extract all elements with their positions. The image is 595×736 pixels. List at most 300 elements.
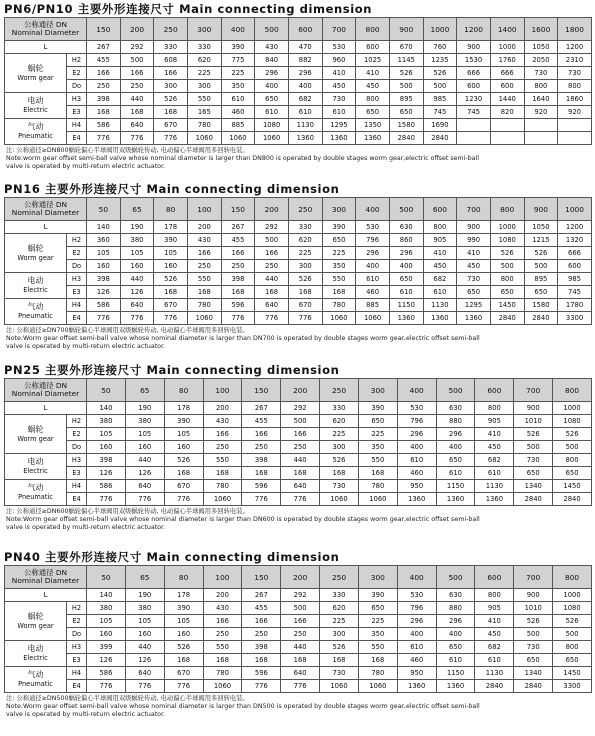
table-cell	[524, 119, 558, 132]
table-cell: 776	[281, 680, 320, 693]
table-cell: 500	[514, 628, 553, 641]
table-cell	[524, 132, 558, 145]
pneumatic-label-en: Pneumatic	[18, 132, 53, 140]
table-cell: 410	[475, 428, 514, 441]
row-code-e2: E2	[67, 615, 87, 628]
table-cell: 168	[322, 286, 356, 299]
section-title: PN25 主要外形连接尺寸 Main connecting dimension	[4, 363, 340, 377]
dimension-section	[4, 2, 591, 172]
table-cell: 526	[490, 247, 524, 260]
table-cell: 800	[356, 93, 390, 106]
nominal-diameter-en: Nominal Diameter	[11, 576, 80, 585]
table-cell: 1215	[524, 234, 558, 247]
table-cell: 168	[255, 286, 289, 299]
table-cell: 500	[281, 602, 320, 615]
row-group-electric	[5, 273, 67, 299]
row-label-L: L	[5, 402, 87, 415]
table-cell: 550	[187, 93, 221, 106]
table-cell: 1000	[553, 402, 592, 415]
pneumatic-label-en: Pneumatic	[18, 680, 53, 688]
table-cell: 160	[87, 441, 126, 454]
table-cell: 267	[87, 41, 121, 54]
dn-header-cell: 200	[281, 379, 320, 402]
dn-header-cell: 600	[475, 566, 514, 589]
table-cell: 650	[514, 654, 553, 667]
table-row-h2	[5, 54, 592, 67]
table-cell: 160	[87, 628, 126, 641]
row-code-do: Do	[67, 628, 87, 641]
table-cell: 985	[558, 273, 592, 286]
table-cell: 1060	[187, 312, 221, 325]
table-cell: 1760	[490, 54, 524, 67]
table-cell: 105	[120, 247, 154, 260]
table-cell: 500	[524, 260, 558, 273]
table-cell: 1150	[436, 480, 475, 493]
table-cell: 780	[203, 480, 242, 493]
table-cell: 550	[187, 273, 221, 286]
row-code-h3: H3	[67, 93, 87, 106]
table-cell: 296	[397, 428, 436, 441]
table-cell: 650	[436, 641, 475, 654]
table-cell: 530	[397, 589, 436, 602]
table-cell: 650	[389, 106, 423, 119]
table-cell: 400	[288, 80, 322, 93]
nominal-diameter-en: Nominal Diameter	[11, 28, 80, 37]
table-cell: 166	[187, 247, 221, 260]
table-cell: 2050	[524, 54, 558, 67]
table-cell: 105	[87, 247, 121, 260]
table-cell: 1080	[490, 234, 524, 247]
table-cell: 267	[221, 221, 255, 234]
pneumatic-label-cn: 气动	[27, 122, 44, 131]
table-cell: 296	[436, 428, 475, 441]
note-line: Note:Worm gear offset semi-ball valve whose nominal diameter is larger than DN500 is operated by double stages worm gear,electric offset semi-ball	[6, 703, 480, 711]
table-cell: 168	[288, 286, 322, 299]
table-cell: 225	[221, 67, 255, 80]
note-line: 注: 公称通径≥DN600蜗轮偏心半球阀用双级蜗轮传动, 电动偏心半球阀用多回转电装。	[6, 508, 249, 515]
table-row-L	[5, 402, 592, 415]
dn-header-cell: 50	[87, 198, 121, 221]
table-cell: 166	[281, 615, 320, 628]
table-cell: 776	[242, 680, 281, 693]
table-cell: 1050	[524, 41, 558, 54]
table-cell: 410	[322, 67, 356, 80]
table-cell: 776	[242, 493, 281, 506]
table-cell: 410	[475, 615, 514, 628]
note-line: valve is operated by multi-return electric actuator.	[6, 343, 166, 351]
table-cell: 776	[125, 493, 164, 506]
table-cell: 682	[475, 454, 514, 467]
table-cell: 1360	[423, 312, 457, 325]
table-cell: 1360	[288, 132, 322, 145]
table-cell: 682	[475, 641, 514, 654]
table-cell: 398	[87, 273, 121, 286]
table-cell: 1295	[457, 299, 491, 312]
table-cell: 250	[242, 628, 281, 641]
table-cell: 410	[423, 247, 457, 260]
pneumatic-label-en: Pneumatic	[18, 493, 53, 501]
table-cell: 225	[358, 615, 397, 628]
table-cell: 500	[514, 441, 553, 454]
table-cell: 390	[358, 402, 397, 415]
dn-header-cell: 250	[288, 198, 322, 221]
dn-header-cell: 1000	[558, 198, 592, 221]
table-cell: 650	[553, 467, 592, 480]
table-cell: 776	[288, 312, 322, 325]
row-label-L: L	[5, 221, 87, 234]
table-cell: 610	[423, 286, 457, 299]
table-cell: 126	[87, 654, 126, 667]
dn-header-cell: 500	[255, 18, 289, 41]
table-cell: 1060	[203, 680, 242, 693]
row-group-pneumatic	[5, 480, 67, 506]
table-cell: 530	[322, 41, 356, 54]
table-cell: 1000	[490, 41, 524, 54]
table-cell: 168	[281, 467, 320, 480]
dn-header-cell: 80	[164, 566, 203, 589]
row-code-do: Do	[67, 80, 87, 93]
table-row-h2	[5, 415, 592, 428]
dn-header-cell: 300	[322, 198, 356, 221]
section-title: PN6/PN10 主要外形连接尺寸 Main connecting dimension	[4, 2, 373, 16]
dn-header-cell: 200	[255, 198, 289, 221]
table-cell: 126	[87, 467, 126, 480]
table-cell: 895	[389, 93, 423, 106]
electric-label-cn: 电动	[27, 276, 44, 285]
dimension-section	[4, 550, 591, 720]
table-cell: 650	[389, 273, 423, 286]
table-cell: 440	[125, 454, 164, 467]
table-cell: 1360	[397, 493, 436, 506]
table-row-h2	[5, 602, 592, 615]
table-cell: 1130	[475, 480, 514, 493]
table-cell: 168	[358, 654, 397, 667]
table-cell: 330	[320, 589, 359, 602]
table-cell	[457, 132, 491, 145]
table-cell: 300	[187, 80, 221, 93]
table-cell: 1080	[553, 602, 592, 615]
dn-header-cell: 900	[524, 198, 558, 221]
note-line: valve is operated by multi-return electric actuator.	[6, 163, 166, 171]
dn-header-cell: 600	[475, 379, 514, 402]
dimension-section	[4, 182, 591, 352]
table-cell: 650	[358, 602, 397, 615]
row-code-e4: E4	[67, 312, 87, 325]
table-cell: 800	[553, 641, 592, 654]
table-row-e3	[5, 467, 592, 480]
table-cell: 168	[87, 106, 121, 119]
row-code-h2: H2	[67, 415, 87, 428]
dn-header-cell: 150	[242, 379, 281, 402]
row-code-h4: H4	[67, 667, 87, 680]
dn-header-cell: 800	[490, 198, 524, 221]
table-header-row	[5, 198, 592, 221]
worm-label-cn: 蜗轮	[27, 243, 44, 253]
table-cell: 530	[356, 221, 390, 234]
table-cell: 796	[397, 415, 436, 428]
table-cell: 526	[288, 273, 322, 286]
table-cell: 800	[558, 80, 592, 93]
nominal-diameter-header	[5, 198, 87, 221]
table-cell: 440	[255, 273, 289, 286]
table-cell: 168	[203, 654, 242, 667]
table-cell: 640	[281, 480, 320, 493]
table-cell: 1350	[356, 119, 390, 132]
nominal-diameter-cn: 公称通径 DN	[23, 19, 68, 29]
table-cell: 330	[154, 41, 188, 54]
table-cell: 775	[221, 54, 255, 67]
table-cell: 650	[356, 106, 390, 119]
table-cell: 190	[125, 589, 164, 602]
table-cell: 2840	[423, 132, 457, 145]
table-cell: 596	[242, 480, 281, 493]
table-row-e3	[5, 106, 592, 119]
table-cell: 330	[288, 221, 322, 234]
table-cell: 796	[356, 234, 390, 247]
row-group-pneumatic	[5, 299, 67, 325]
table-cell: 296	[288, 67, 322, 80]
nominal-diameter-en: Nominal Diameter	[11, 208, 80, 217]
table-cell: 586	[87, 480, 126, 493]
table-cell: 430	[203, 602, 242, 615]
dn-header-cell: 700	[514, 566, 553, 589]
table-cell: 1360	[475, 493, 514, 506]
table-cell: 1690	[423, 119, 457, 132]
section-note	[6, 147, 591, 172]
table-row-h4	[5, 667, 592, 680]
table-cell: 800	[553, 454, 592, 467]
table-cell: 166	[281, 428, 320, 441]
row-group-pneumatic	[5, 667, 67, 693]
table-cell: 610	[475, 467, 514, 480]
table-row-e2	[5, 247, 592, 260]
table-cell: 1010	[514, 602, 553, 615]
table-cell: 776	[120, 132, 154, 145]
table-cell: 1580	[524, 299, 558, 312]
row-group-electric	[5, 93, 67, 119]
table-row-L	[5, 221, 592, 234]
electric-label-en: Electric	[23, 467, 48, 475]
row-code-do: Do	[67, 441, 87, 454]
table-cell: 1050	[524, 221, 558, 234]
dn-header-cell: 800	[356, 18, 390, 41]
row-code-h2: H2	[67, 54, 87, 67]
dn-header-cell: 80	[164, 379, 203, 402]
table-cell: 1450	[553, 480, 592, 493]
nominal-diameter-cn: 公称通径 DN	[23, 380, 68, 390]
table-cell: 800	[524, 80, 558, 93]
table-cell: 160	[125, 441, 164, 454]
table-cell: 608	[154, 54, 188, 67]
table-cell: 440	[125, 641, 164, 654]
table-cell: 440	[120, 93, 154, 106]
table-cell: 610	[475, 654, 514, 667]
table-cell: 455	[242, 602, 281, 615]
table-cell: 526	[524, 247, 558, 260]
table-cell: 200	[187, 221, 221, 234]
table-cell	[490, 132, 524, 145]
table-cell	[558, 132, 592, 145]
table-cell: 3300	[558, 312, 592, 325]
table-cell: 400	[356, 260, 390, 273]
table-cell: 905	[475, 415, 514, 428]
table-cell: 126	[87, 286, 121, 299]
dn-header-cell: 250	[154, 18, 188, 41]
table-cell: 1060	[221, 132, 255, 145]
table-cell: 398	[242, 641, 281, 654]
table-cell: 1295	[322, 119, 356, 132]
table-cell: 450	[423, 260, 457, 273]
row-code-e4: E4	[67, 132, 87, 145]
table-cell: 526	[389, 67, 423, 80]
table-cell: 860	[389, 234, 423, 247]
table-cell: 670	[154, 299, 188, 312]
table-cell: 1640	[524, 93, 558, 106]
worm-label-en: Worm gear	[17, 73, 54, 82]
table-cell: 620	[187, 54, 221, 67]
table-cell: 250	[221, 260, 255, 273]
electric-label-cn: 电动	[27, 644, 44, 653]
table-cell: 550	[203, 641, 242, 654]
table-row-h3	[5, 454, 592, 467]
table-cell: 596	[221, 299, 255, 312]
table-cell: 399	[87, 641, 126, 654]
table-header-row	[5, 566, 592, 589]
dn-header-cell: 400	[397, 566, 436, 589]
table-cell: 166	[87, 67, 121, 80]
table-cell: 267	[242, 402, 281, 415]
table-cell: 650	[358, 415, 397, 428]
dn-header-cell: 700	[514, 379, 553, 402]
table-cell: 166	[154, 67, 188, 80]
table-cell: 780	[187, 299, 221, 312]
table-cell: 950	[397, 480, 436, 493]
worm-label-en: Worm gear	[17, 621, 54, 630]
row-group-electric	[5, 454, 67, 480]
table-cell: 440	[281, 641, 320, 654]
table-cell: 780	[358, 480, 397, 493]
table-cell: 666	[457, 67, 491, 80]
table-cell: 666	[490, 67, 524, 80]
table-cell: 1340	[514, 667, 553, 680]
table-cell: 250	[87, 80, 121, 93]
table-cell: 900	[457, 41, 491, 54]
table-cell: 620	[320, 415, 359, 428]
row-code-h4: H4	[67, 480, 87, 493]
dn-header-cell: 900	[389, 18, 423, 41]
table-cell: 610	[288, 106, 322, 119]
table-cell: 1235	[423, 54, 457, 67]
table-row-do	[5, 628, 592, 641]
table-cell: 900	[514, 589, 553, 602]
table-cell: 296	[397, 615, 436, 628]
table-cell: 650	[514, 467, 553, 480]
table-cell: 776	[154, 132, 188, 145]
table-cell: 586	[87, 667, 126, 680]
dn-header-cell: 500	[436, 379, 475, 402]
table-cell: 1530	[457, 54, 491, 67]
table-cell: 1200	[558, 41, 592, 54]
note-line: 注: 公称通径≥DN800蜗轮偏心半球阀用双级蜗轮传动, 电动偏心半球阀用多回转电装。	[6, 147, 249, 154]
table-cell: 166	[242, 615, 281, 628]
table-cell: 776	[87, 493, 126, 506]
dn-header-cell: 1600	[524, 18, 558, 41]
table-cell: 526	[553, 615, 592, 628]
table-cell: 920	[524, 106, 558, 119]
table-cell: 105	[87, 428, 126, 441]
table-cell: 160	[164, 628, 203, 641]
table-cell: 500	[423, 80, 457, 93]
table-cell: 882	[288, 54, 322, 67]
table-cell: 250	[255, 260, 289, 273]
table-cell: 800	[490, 273, 524, 286]
table-cell: 225	[320, 428, 359, 441]
table-cell: 160	[164, 441, 203, 454]
dn-header-cell: 50	[87, 379, 126, 402]
table-cell: 350	[322, 260, 356, 273]
table-cell: 168	[242, 467, 281, 480]
table-cell: 776	[255, 312, 289, 325]
table-cell: 292	[120, 41, 154, 54]
table-cell	[490, 119, 524, 132]
table-cell: 350	[358, 441, 397, 454]
table-cell: 500	[281, 415, 320, 428]
table-cell: 460	[397, 654, 436, 667]
table-cell: 1780	[558, 299, 592, 312]
table-cell: 670	[389, 41, 423, 54]
dn-header-cell: 300	[358, 566, 397, 589]
table-cell: 526	[320, 641, 359, 654]
table-cell: 650	[524, 286, 558, 299]
table-cell: 2840	[389, 132, 423, 145]
table-cell: 390	[164, 415, 203, 428]
table-cell: 380	[125, 415, 164, 428]
dn-header-cell: 700	[457, 198, 491, 221]
table-cell: 1130	[423, 299, 457, 312]
table-cell: 526	[154, 273, 188, 286]
table-row-L	[5, 589, 592, 602]
table-cell: 390	[154, 234, 188, 247]
electric-label-en: Electric	[23, 106, 48, 114]
row-code-h4: H4	[67, 299, 87, 312]
table-cell: 610	[436, 467, 475, 480]
table-cell: 730	[514, 454, 553, 467]
dn-header-cell: 400	[221, 18, 255, 41]
worm-label-en: Worm gear	[17, 253, 54, 262]
table-cell: 776	[87, 680, 126, 693]
table-cell: 168	[221, 286, 255, 299]
table-cell: 105	[164, 428, 203, 441]
dimension-table	[4, 378, 592, 506]
table-cell: 610	[389, 286, 423, 299]
table-cell: 776	[164, 680, 203, 693]
table-cell: 900	[514, 402, 553, 415]
table-cell: 920	[558, 106, 592, 119]
table-cell: 250	[281, 441, 320, 454]
table-cell: 650	[255, 93, 289, 106]
table-cell: 1060	[358, 493, 397, 506]
table-cell: 1060	[187, 132, 221, 145]
pneumatic-label-cn: 气动	[27, 670, 44, 679]
table-cell: 640	[120, 299, 154, 312]
table-row-do	[5, 441, 592, 454]
row-group-worm	[5, 415, 67, 454]
table-cell: 760	[423, 41, 457, 54]
table-cell: 1010	[514, 415, 553, 428]
table-row-e4	[5, 132, 592, 145]
table-cell: 526	[514, 615, 553, 628]
nominal-diameter-header	[5, 18, 87, 41]
